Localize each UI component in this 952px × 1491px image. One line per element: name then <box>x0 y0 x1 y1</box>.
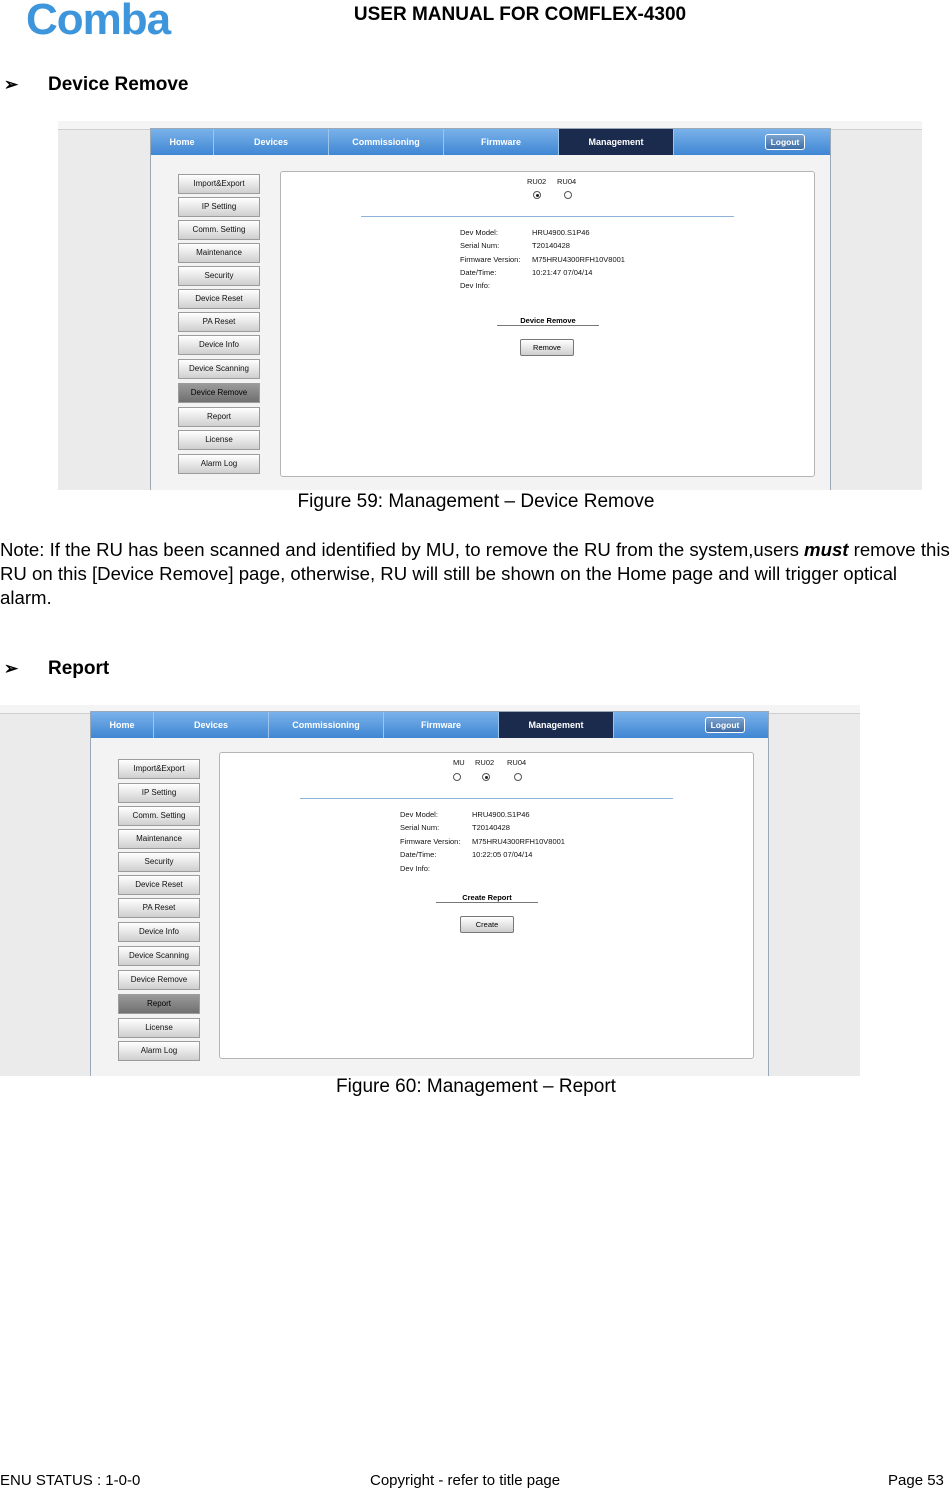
label-dev-model: Dev Model: <box>460 228 498 237</box>
content-panel <box>219 752 754 1059</box>
menu-device-info[interactable]: Device Info <box>178 335 260 355</box>
menu-device-remove[interactable]: Device Remove <box>178 383 260 403</box>
radio-label-ru04: RU04 <box>557 177 577 186</box>
note-paragraph <box>0 538 952 610</box>
value-dev-model: HRU4900.S1P46 <box>472 810 530 819</box>
label-dev-model: Dev Model: <box>400 810 438 819</box>
menu-pa-reset[interactable]: PA Reset <box>178 312 260 332</box>
section-title: Report <box>48 658 110 679</box>
nav-commissioning[interactable]: Commissioning <box>329 129 444 155</box>
radio-ru04[interactable] <box>514 773 522 781</box>
bullet-arrow-icon: ➢ <box>4 75 19 94</box>
menu-device-remove[interactable]: Device Remove <box>118 970 200 990</box>
top-nav <box>151 129 830 155</box>
radio-ru02[interactable] <box>533 191 541 199</box>
radio-label-ru02: RU02 <box>527 177 547 186</box>
figure-caption-59: Figure 59: Management – Device Remove <box>297 491 655 512</box>
value-firmware-version: M75HRU4300RFH10V8001 <box>532 255 625 264</box>
label-date-time: Date/Time: <box>400 850 437 859</box>
menu-device-info[interactable]: Device Info <box>118 922 200 942</box>
menu-alarm-log[interactable]: Alarm Log <box>118 1041 200 1061</box>
label-serial-num: Serial Num: <box>400 823 440 832</box>
device-remove-label: Device Remove <box>497 316 599 326</box>
menu-license[interactable]: License <box>178 430 260 450</box>
bullet-arrow-icon: ➢ <box>4 659 19 678</box>
footer-status: ENU STATUS : 1-0-0 <box>0 1472 141 1489</box>
logout-button[interactable]: Logout <box>765 134 805 150</box>
menu-maintenance[interactable]: Maintenance <box>178 243 260 263</box>
menu-report[interactable]: Report <box>118 994 200 1014</box>
footer-page-number: Page 53 <box>888 1472 944 1489</box>
note-text-start: Note: If the RU has been scanned and identified by MU, to remove the RU from the system,users <box>0 539 805 560</box>
radio-label-ru04: RU04 <box>507 758 527 767</box>
divider <box>300 798 673 799</box>
footer-copyright: Copyright - refer to title page <box>370 1472 561 1489</box>
label-firmware-version: Firmware Version: <box>400 837 461 846</box>
nav-management[interactable]: Management <box>559 129 674 155</box>
menu-device-reset[interactable]: Device Reset <box>178 289 260 309</box>
web-frame <box>150 128 831 490</box>
section-title: Device Remove <box>48 74 189 95</box>
section-heading-device-remove <box>4 74 188 96</box>
top-nav <box>91 712 768 738</box>
radio-ru02[interactable] <box>482 773 490 781</box>
label-dev-info: Dev Info: <box>400 864 431 873</box>
menu-ip-setting[interactable]: IP Setting <box>178 197 260 217</box>
menu-device-scanning[interactable]: Device Scanning <box>178 359 260 379</box>
create-button[interactable]: Create <box>460 916 514 933</box>
nav-firmware[interactable]: Firmware <box>444 129 559 155</box>
label-firmware-version: Firmware Version: <box>460 255 521 264</box>
comba-logo <box>26 0 208 40</box>
note-text-end: remove this RU on this [Device Remove] page, otherwise, RU will still be shown on the Home page and will trigger optical alarm. <box>0 539 950 608</box>
remove-button[interactable]: Remove <box>520 339 574 356</box>
menu-security[interactable]: Security <box>118 852 200 872</box>
menu-comm-setting[interactable]: Comm. Setting <box>178 220 260 240</box>
nav-devices[interactable]: Devices <box>214 129 329 155</box>
note-emphasis: must <box>804 539 849 560</box>
label-dev-info: Dev Info: <box>460 281 491 290</box>
screenshot-report <box>0 705 860 1076</box>
menu-license[interactable]: License <box>118 1018 200 1038</box>
value-date-time: 10:22:05 07/04/14 <box>472 850 533 859</box>
menu-report[interactable]: Report <box>178 407 260 427</box>
nav-firmware[interactable]: Firmware <box>384 712 499 738</box>
web-frame <box>90 711 769 1076</box>
label-serial-num: Serial Num: <box>460 241 500 250</box>
nav-home[interactable]: Home <box>151 129 214 155</box>
radio-ru04[interactable] <box>564 191 572 199</box>
section-heading-report <box>4 658 109 680</box>
logout-button[interactable]: Logout <box>705 717 745 733</box>
menu-comm-setting[interactable]: Comm. Setting <box>118 806 200 826</box>
svg-text:Comba: Comba <box>26 0 171 40</box>
nav-commissioning[interactable]: Commissioning <box>269 712 384 738</box>
value-serial-num: T20140428 <box>472 823 510 832</box>
value-serial-num: T20140428 <box>532 241 570 250</box>
divider <box>361 216 734 217</box>
figure-caption-60: Figure 60: Management – Report <box>336 1076 616 1097</box>
menu-alarm-log[interactable]: Alarm Log <box>178 454 260 474</box>
menu-device-scanning[interactable]: Device Scanning <box>118 946 200 966</box>
nav-home[interactable]: Home <box>91 712 154 738</box>
radio-label-mu: MU <box>453 758 465 767</box>
menu-import-export[interactable]: Import&Export <box>178 174 260 194</box>
menu-import-export[interactable]: Import&Export <box>118 759 200 779</box>
menu-pa-reset[interactable]: PA Reset <box>118 898 200 918</box>
value-dev-model: HRU4900.S1P46 <box>532 228 590 237</box>
menu-security[interactable]: Security <box>178 266 260 286</box>
nav-devices[interactable]: Devices <box>154 712 269 738</box>
radio-mu[interactable] <box>453 773 461 781</box>
menu-device-reset[interactable]: Device Reset <box>118 875 200 895</box>
content-panel <box>280 171 815 477</box>
radio-label-ru02: RU02 <box>475 758 495 767</box>
document-title: USER MANUAL FOR COMFLEX-4300 <box>353 4 687 25</box>
nav-management[interactable]: Management <box>499 712 614 738</box>
create-report-label: Create Report <box>436 893 538 903</box>
menu-ip-setting[interactable]: IP Setting <box>118 783 200 803</box>
screenshot-device-remove <box>58 121 922 490</box>
value-date-time: 10:21:47 07/04/14 <box>532 268 593 277</box>
label-date-time: Date/Time: <box>460 268 497 277</box>
value-firmware-version: M75HRU4300RFH10V8001 <box>472 837 565 846</box>
menu-maintenance[interactable]: Maintenance <box>118 829 200 849</box>
